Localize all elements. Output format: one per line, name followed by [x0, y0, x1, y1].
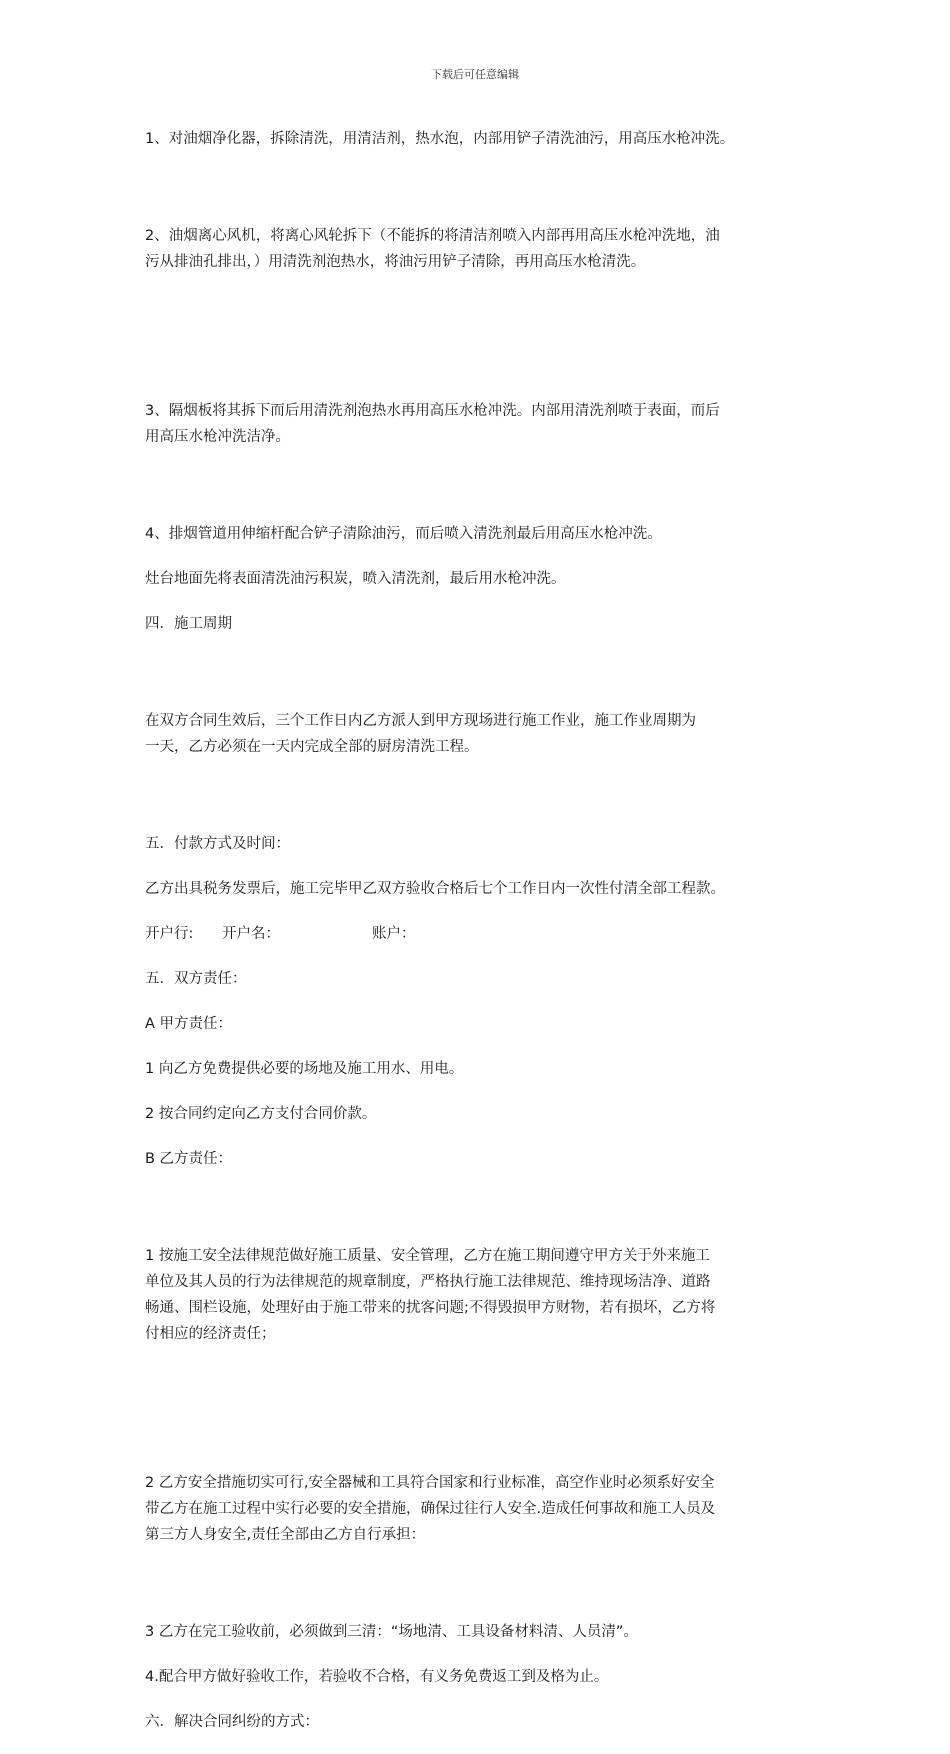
paragraph-3 — [145, 346, 810, 502]
section-heading-5-responsibilities: 五．双方责任： — [145, 971, 247, 987]
party-b-item-4: 4.配合甲方做好验收工作，若验收不合格，有义务免费返工到及格为止。 — [145, 1669, 609, 1685]
party-b-title: B 乙方责任： — [145, 1151, 233, 1167]
party-b-item-1-line-1: 1 按施工安全法律规范做好施工质量、安全管理，乙方在施工期间遵守甲方关于外来施工 — [145, 1248, 710, 1264]
section-heading-6: 六．解决合同纠纷的方式： — [145, 1714, 319, 1730]
paragraph-6 — [145, 656, 810, 812]
paragraph-2 — [145, 171, 810, 327]
account-number-label: 账户： — [372, 926, 416, 942]
section-heading-5-payment: 五．付款方式及时间： — [145, 836, 290, 852]
account-name-label: 开户名： — [222, 926, 280, 942]
party-b-item-1-line-4: 付相应的经济责任； — [145, 1326, 276, 1342]
party-b-item-2-line-3: 第三方人身安全,责任全部由乙方自行承担： — [145, 1527, 426, 1543]
party-b-item-1-line-3: 畅通、围栏设施，处理好由于施工带来的扰客问题;不得毁损甲方财物，若有损坏，乙方将 — [145, 1300, 716, 1316]
party-b-item-2 — [145, 1418, 810, 1600]
party-b-item-1-line-2: 单位及其人员的行为法律规范的规章制度，严格执行施工法律规范、维持现场洁净、道路 — [145, 1274, 711, 1290]
party-b-item-2-line-2: 带乙方在施工过程中实行必要的安全措施，确保过往行人安全.造成任何事故和施工人员及 — [145, 1501, 716, 1517]
party-b-item-3: 3 乙方在完工验收前，必须做到三清：“场地清、工具设备材料清、人员清”。 — [145, 1624, 638, 1640]
paragraph-7: 乙方出具税务发票后，施工完毕甲乙双方验收合格后七个工作日内一次性付清全部工程款。 — [145, 881, 725, 897]
document-body — [145, 126, 810, 1754]
paragraph-4: 4、排烟管道用伸缩杆配合铲子清除油污，而后喷入清洗剂最后用高压水枪冲洗。 — [145, 526, 662, 542]
paragraph-6-line-2: 一天，乙方必须在一天内完成全部的厨房清洗工程。 — [145, 739, 479, 755]
section-heading-4: 四．施工周期 — [145, 616, 232, 632]
party-b-item-2-line-1: 2 乙方安全措施切实可行,安全器械和工具符合国家和行业标准，高空作业时必须系好安全 — [145, 1475, 715, 1491]
paragraph-6-line-1: 在双方合同生效后，三个工作日内乙方派人到甲方现场进行施工作业，施工作业周期为 — [145, 713, 696, 729]
paragraph-2-line-2: 污从排油孔排出，）用清洗剂泡热水，将油污用铲子清除，再用高压水枪清洗。 — [145, 254, 646, 270]
paragraph-2-line-1: 2、油烟离心风机，将离心风轮拆下（不能拆的将清洁剂喷入内部再用高压水枪冲洗地，油 — [145, 228, 720, 244]
paragraph-5: 灶台地面先将表面清洗油污积炭，喷入清洗剂，最后用水枪冲洗。 — [145, 571, 566, 587]
party-b-item-1 — [145, 1191, 810, 1399]
party-a-title: A 甲方责任： — [145, 1016, 233, 1032]
party-a-item-2: 2 按合同约定向乙方支付合同价款。 — [145, 1106, 377, 1122]
paragraph-3-line-2: 用高压水枪冲洗洁净。 — [145, 429, 290, 445]
party-a-item-1: 1 向乙方免费提供必要的场地及施工用水、用电。 — [145, 1061, 464, 1077]
bank-info-row — [145, 921, 810, 947]
paragraph-3-line-1: 3、隔烟板将其拆下而后用清洗剂泡热水再用高压水枪冲洗。内部用清洗剂喷于表面，而后 — [145, 403, 720, 419]
page-header: 下载后可任意编辑 — [431, 68, 519, 81]
bank-label: 开户行: — [145, 926, 194, 942]
paragraph-1: 1、对油烟净化器，拆除清洗，用清洁剂，热水泡，内部用铲子清洗油污，用高压水枪冲洗。 — [145, 131, 735, 147]
